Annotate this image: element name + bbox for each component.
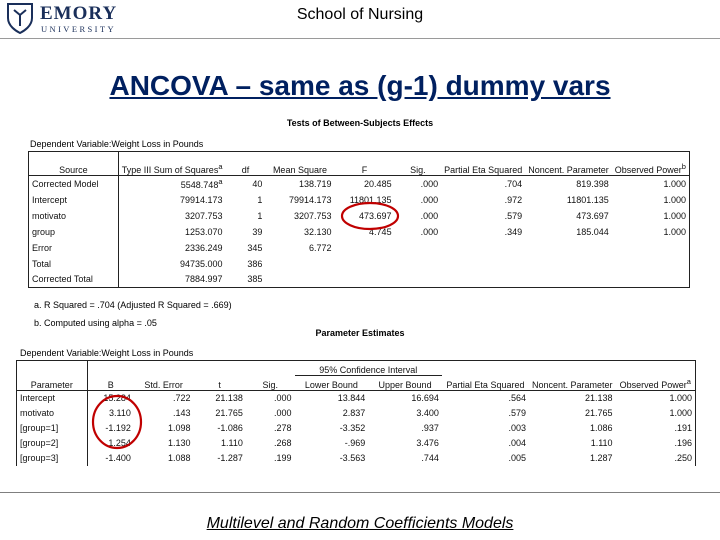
header-noncent: Noncent. Parameter <box>525 152 612 176</box>
parameter-estimates-table <box>16 360 696 466</box>
table-row: [group=2] 1.254 1.130 1.110 .268 -.969 3.476 .004 1.110 .196 <box>17 436 696 451</box>
header-observed-power: Observed Power$^b$ <box>612 152 690 176</box>
table-row: Intercept 79914.173 1 79914.173 11801.135 .000 .972 11801.135 1.000 <box>29 192 690 208</box>
params-table-title: Parameter Estimates <box>315 328 405 338</box>
tests-table-dependent-variable: Dependent Variable:Weight Loss in Pounds <box>30 139 204 149</box>
logo-name: EMORY <box>40 3 118 24</box>
table-row: Intercept 15.284 .722 21.138 .000 13.844 16.694 .564 21.138 1.000 <box>17 391 696 406</box>
table-row: group 1253.070 39 32.130 4.745 .000 .349 185.044 1.000 <box>29 224 690 240</box>
table-header-row <box>29 152 690 176</box>
footer-title: Multilevel and Random Coefficients Models <box>206 515 514 532</box>
logo-sub: UNIVERSITY <box>41 24 116 34</box>
footer-divider <box>0 492 720 493</box>
tests-table-title: Tests of Between-Subjects Effects <box>286 118 434 128</box>
tests-footnote-b: b. Computed using alpha = .05 <box>34 318 157 328</box>
header-observed-power: Observed Power$^a$ <box>616 376 696 391</box>
table-row: Corrected Total 7884.997 385 <box>29 272 690 288</box>
header-parameter: Parameter <box>17 376 88 391</box>
header-std-error: Std. Error <box>134 376 194 391</box>
table-row: motivato 3207.753 1 3207.753 473.697 .000 .579 473.697 1.000 <box>29 208 690 224</box>
table-row: [group=1] -1.192 1.098 -1.086 .278 -3.352 .937 .003 1.086 .191 <box>17 421 696 436</box>
header-partial-eta: Partial Eta Squared <box>441 152 525 176</box>
header-df: df <box>226 152 266 176</box>
table-header-row <box>17 376 696 391</box>
intercept-b-value: 15.284 <box>103 393 131 404</box>
header-source: Source <box>29 152 119 176</box>
params-table-dependent-variable: Dependent Variable:Weight Loss in Pounds <box>20 348 194 358</box>
header-mean-square: Mean Square <box>265 152 334 176</box>
tests-of-between-subjects-table <box>28 151 690 288</box>
header-title: School of Nursing <box>296 6 424 23</box>
header-type-iii-ss: Type III Sum of Squares$^a$ <box>118 152 225 176</box>
header-f: F <box>335 152 395 176</box>
table-row: Error 2336.249 345 6.772 <box>29 240 690 256</box>
header-t: t <box>193 376 245 391</box>
header-sig: Sig. <box>246 376 295 391</box>
table-row: [group=3] -1.400 1.088 -1.287 .199 -3.563 .744 .005 1.287 .250 <box>17 451 696 466</box>
header-sig: Sig. <box>395 152 442 176</box>
tests-footnote-a: a. R Squared = .704 (Adjusted R Squared = .669) <box>34 300 232 310</box>
motivato-f-value: 473.697 <box>359 210 392 221</box>
header-noncent: Noncent. Parameter <box>529 376 616 391</box>
table-row: Total 94735.000 386 <box>29 256 690 272</box>
header-divider <box>0 38 720 39</box>
slide-title: ANCOVA – same as (g-1) dummy vars <box>109 70 611 101</box>
table-header-row <box>17 361 696 376</box>
table-row: motivato 3.110 .143 21.765 .000 2.837 3.400 .579 21.765 1.000 <box>17 406 696 421</box>
header-b: B <box>87 376 134 391</box>
header-upper-bound: Upper Bound <box>368 376 442 391</box>
motivato-b-value: 3.110 <box>109 408 131 418</box>
header-confidence-interval: 95% Confidence Interval <box>295 361 442 376</box>
header-partial-eta: Partial Eta Squared <box>442 376 529 391</box>
table-row: Corrected Model 5548.748$^a$ 40 138.719 20.485 .000 .704 819.398 1.000 <box>29 176 690 192</box>
header-lower-bound: Lower Bound <box>295 376 369 391</box>
